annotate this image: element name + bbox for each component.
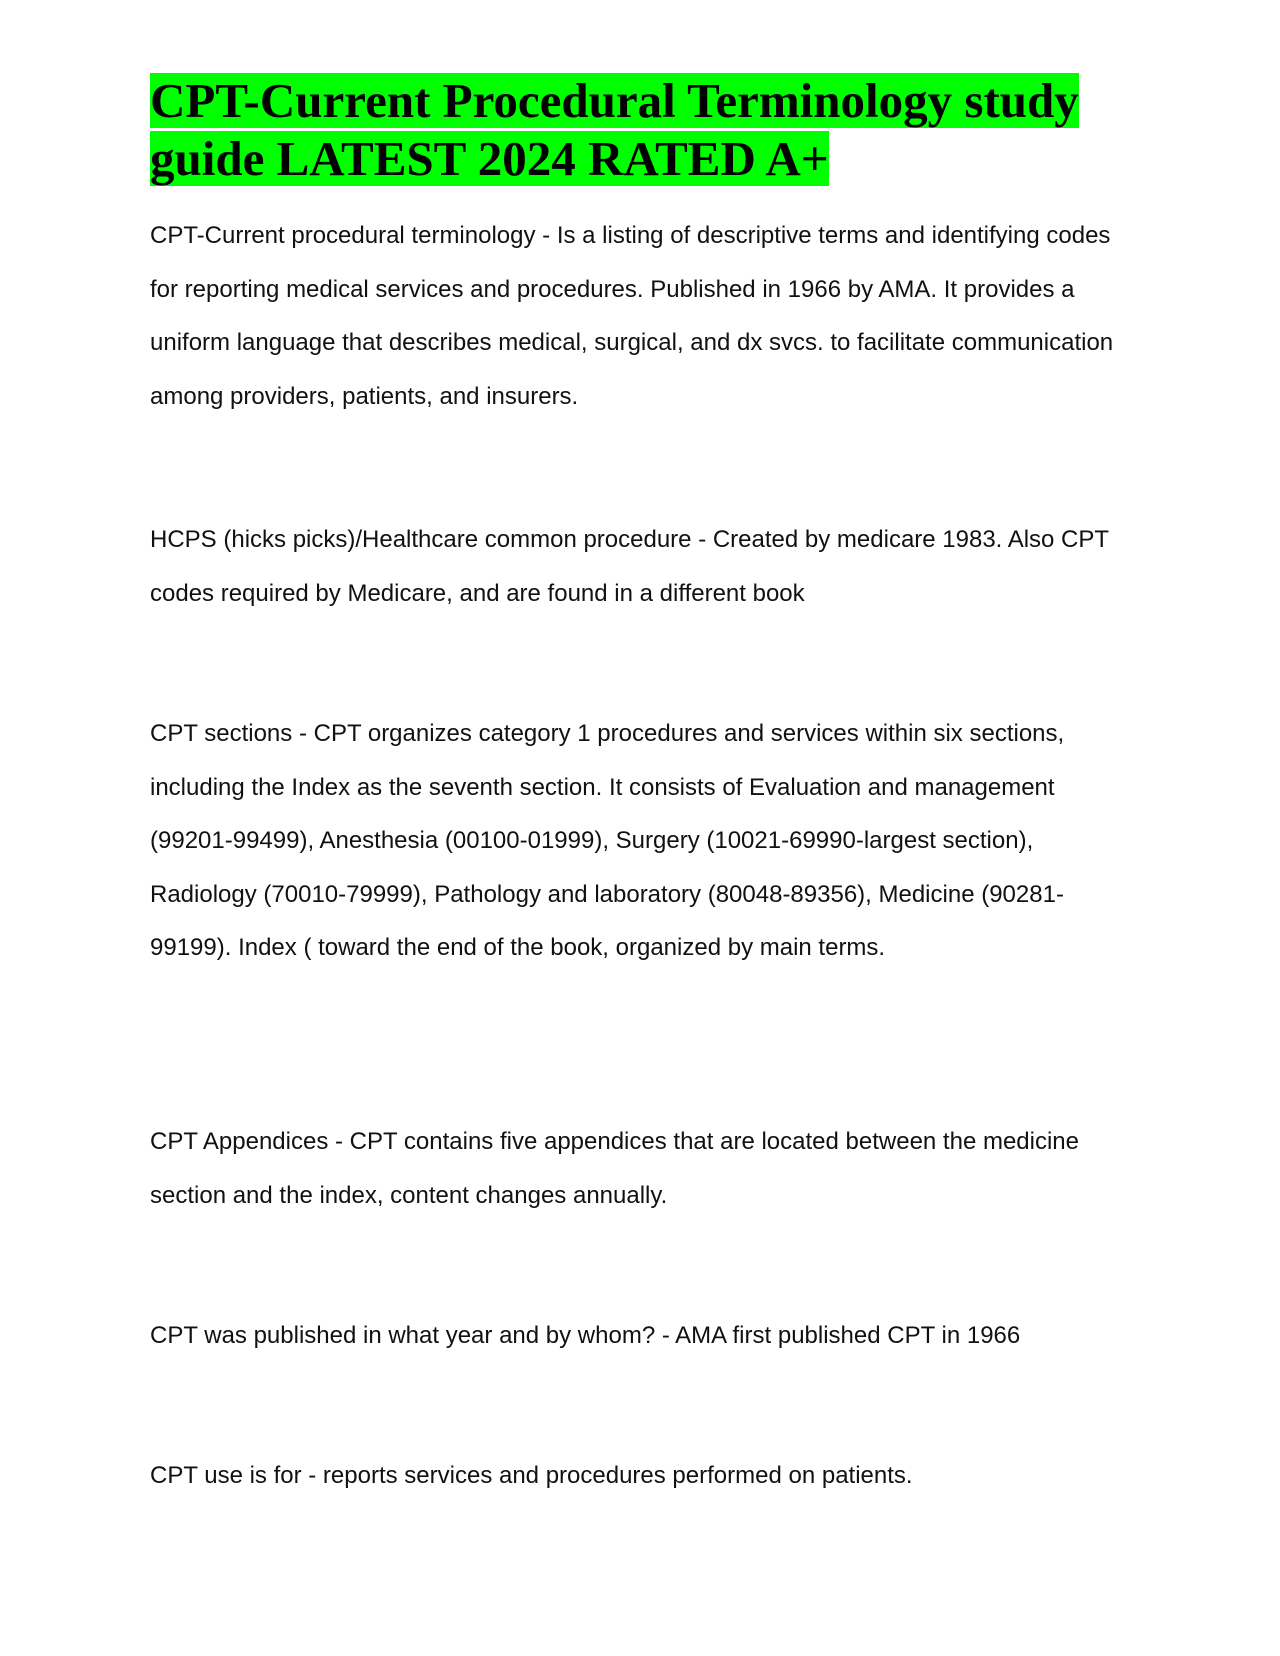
paragraph-cpt-sections: CPT sections - CPT organizes category 1 procedures and services within six sections, including the Index as the seventh section. It consists of Evaluation and management (99201-99499), Anesthesia (00100-01999), Surgery (10021-69990-largest section), Radiology (70010-79999), Pathology and laboratory (80048-89356), Medicine (90281-99199). Index ( toward the end of the book, organized by main terms.	[150, 720, 1065, 961]
paragraph-cpt-use: CPT use is for - reports services and procedures performed on patients.	[150, 1462, 913, 1489]
title-highlight: CPT-Current Procedural Terminology study guide LATEST 2024 RATED A+	[150, 73, 1079, 186]
paragraph-cpt-appendices: CPT Appendices - CPT contains five appendices that are located between the medicine section and the index, content changes annually.	[150, 1128, 1080, 1209]
paragraph-cpt-published: CPT was published in what year and by whom? - AMA first published CPT in 1966	[150, 1322, 1021, 1349]
paragraph-hcps: HCPS (hicks picks)/Healthcare common procedure - Created by medicare 1983. Also CPT codes required by Medicare, and are found in a different book	[150, 526, 1109, 607]
paragraph-cpt-definition: CPT-Current procedural terminology - Is a listing of descriptive terms and identifying codes for reporting medical services and procedures. Published in 1966 by AMA. It provides a uniform language that describes medical, surgical, and dx svcs. to facilitate communication among providers, patients, and insurers.	[150, 222, 1114, 410]
document-title	[150, 72, 1150, 188]
